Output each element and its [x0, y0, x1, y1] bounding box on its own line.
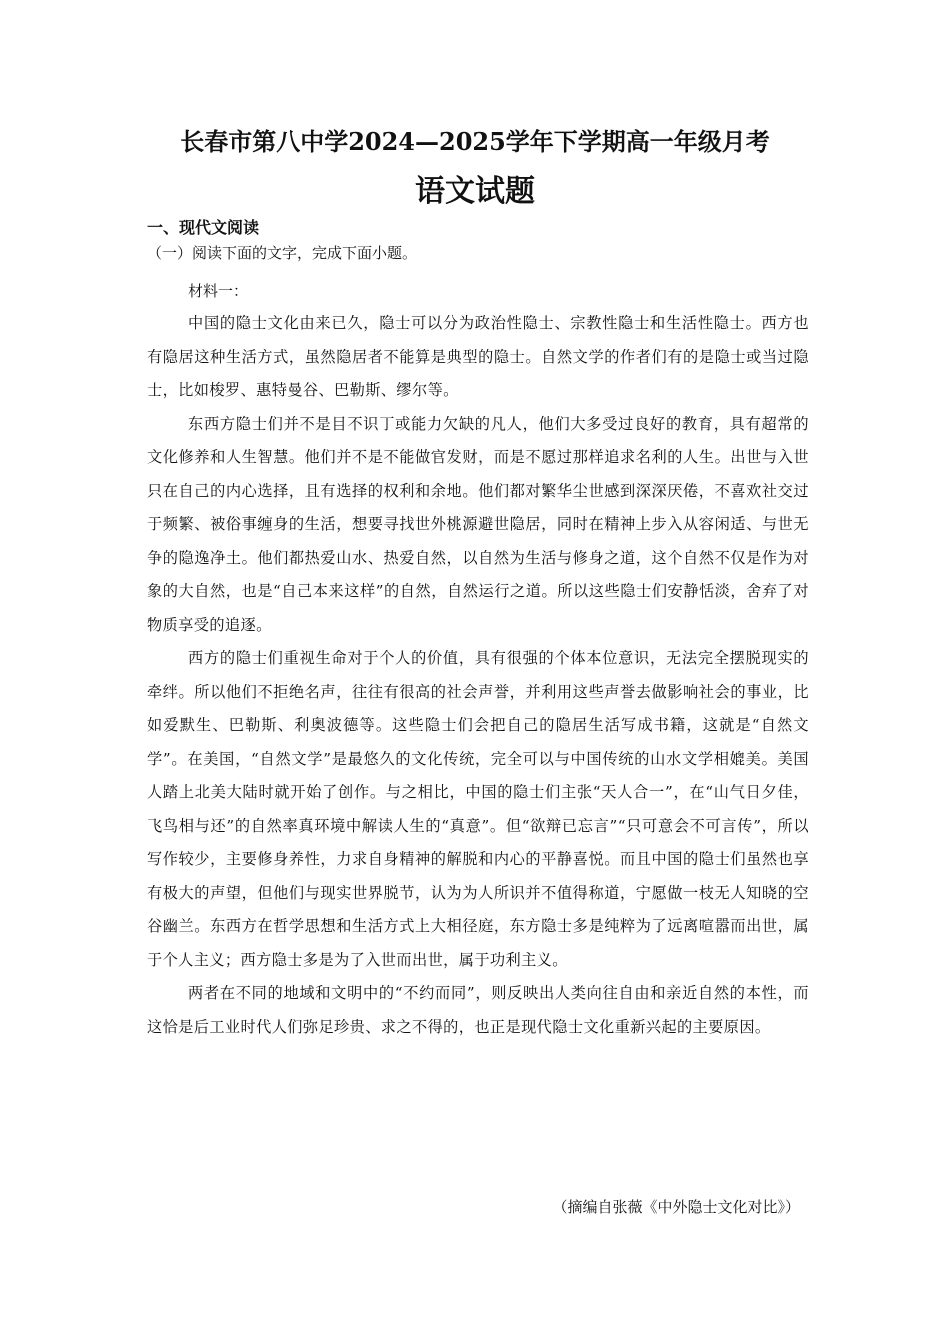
subject-title: 语文试题: [415, 174, 535, 209]
passage-paragraph: 西方的隐士们重视生命对于个人的价值，具有很强的个体本位意识，无法完全摆脱现实的牵绊。所以他们不拒绝名声，往往有很高的社会声誉，并利用这些声誉去做影响社会的事业，比如爱默生、巴勒斯、利奥波德等。这些隐士们会把自己的隐居生活写成书籍，这就是“自然文学”。在美国，“自然文学”是最悠久的文化传统，完全可以与中国传统的山水文学相媲美。美国人踏上北美大陆时就开始了创作。与之相比，中国的隐士们主张“天人合一”，在“山气日夕佳，飞鸟相与还”的自然率真环境中解读人生的“真意”。但“欲辩已忘言”“只可意会不可言传”，所以写作较少，主要修身养性，力求自身精神的解脱和内心的平静喜悦。而且中国的隐士们虽然也享有极大的声望，但他们与现实世界脱节，认为为人所识并不值得称道，宁愿做一枝无人知晓的空谷幽兰。东西方在哲学思想和生活方式上大相径庭，东方隐士多是纯粹为了远离喧嚣而出世，属于个人主义；西方隐士多是为了入世而出世，属于功利主义。: [147, 649, 809, 969]
passage-paragraph: 两者在不同的地域和文明中的“不约而同”，则反映出人类向往自由和亲近自然的本性，而这恰是后工业时代人们弥足珍贵、求之不得的，也正是现代隐士文化重新兴起的主要原因。: [147, 984, 809, 1036]
passage-body: [147, 307, 809, 1044]
source-citation: （摘编自张薇《中外隐士文化对比》）: [552, 1198, 800, 1216]
passage-paragraph: 东西方隐士们并不是目不识丁或能力欠缺的凡人，他们大多受过良好的教育，具有超常的文化修养和人生智慧。他们并不是不能做官发财，而是不愿过那样追求名利的人生。出世与入世只在自己的内心选择，且有选择的权利和余地。他们都对繁华尘世感到深深厌倦，不喜欢社交过于频繁、被俗事缠身的生活，想要寻找世外桃源避世隐居，同时在精神上步入从容闲适、与世无争的隐逸净土。他们都热爱山水、热爱自然，以自然为生活与修身之道，这个自然不仅是作为对象的大自然，也是“自己本来这样”的自然，自然运行之道。所以这些隐士们安静恬淡，舍弃了对物质享受的追逐。: [147, 414, 809, 634]
section-heading: 一、现代文阅读: [147, 218, 260, 237]
passage-paragraph: 中国的隐士文化由来已久，隐士可以分为政治性隐士、宗教性隐士和生活性隐士。西方也有隐居这种生活方式，虽然隐居者不能算是典型的隐士。自然文学的作者们有的是隐士或当过隐士，比如梭罗、惠特曼谷、巴勒斯、缪尔等。: [147, 314, 809, 399]
exam-title: 长春市第八中学2024—2025学年下学期高一年级月考: [180, 127, 770, 156]
material-label: 材料一：: [188, 282, 249, 300]
reading-instruction: （一）阅读下面的文字，完成下面小题。: [147, 244, 418, 262]
